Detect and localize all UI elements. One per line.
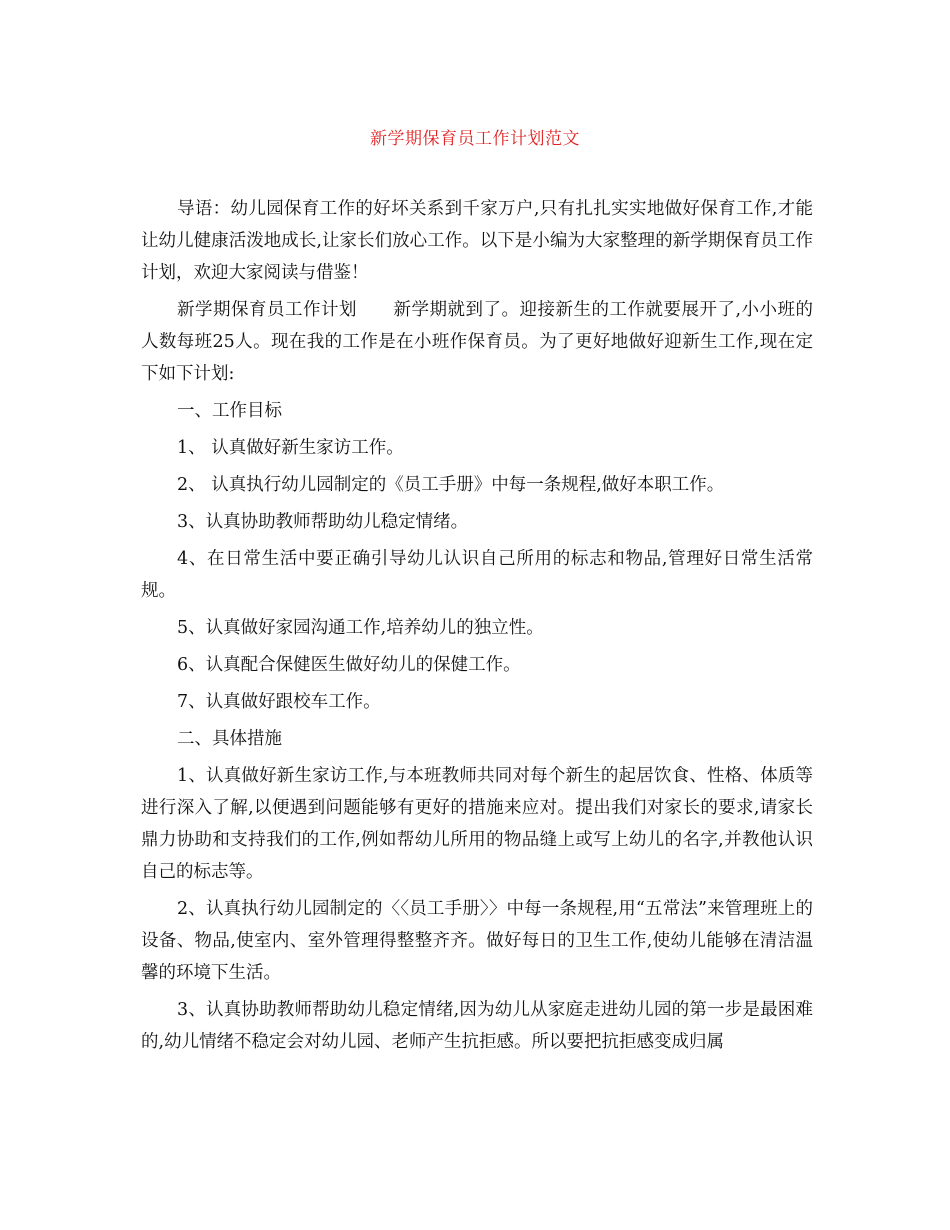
goal-item-4: 4、在日常生活中要正确引导幼儿认识自己所用的标志和物品,管理好日常生活常规。 [141, 549, 813, 601]
document-body [141, 193, 813, 1063]
paragraph-plan [141, 294, 813, 390]
goal-item-5: 5、认真做好家园沟通工作,培养幼儿的独立性。 [177, 618, 544, 638]
goal-item-1: 1、 认真做好新生家访工作。 [177, 438, 404, 458]
section-heading-goals: 一、工作目标 [177, 401, 282, 421]
paragraph-intro: 导语：幼儿园保育工作的好坏关系到千家万户,只有扎扎实实地做好保育工作,才能让幼儿健康活泼地成长,让家长们放心工作。以下是小编为大家整理的新学期保育员工作计划，欢迎大家阅读与借鉴！ [141, 199, 813, 283]
goal-item-7: 7、认真做好跟校车工作。 [177, 692, 381, 712]
goal-item-6: 6、认真配合保健医生做好幼儿的保健工作。 [177, 655, 521, 675]
plan-heading: 新学期保育员工作计划 [177, 300, 357, 320]
goal-item-2: 2、 认真执行幼儿园制定的《员工手册》中每一条规程,做好本职工作。 [177, 475, 725, 495]
measure-item-2: 2、认真执行幼儿园制定的〈〈员工手册〉〉中每一条规程,用“五常法”来管理班上的设备、物品,使室内、室外管理得整整齐齐。做好每日的卫生工作,使幼儿能够在清洁温馨的环境下生活。 [141, 899, 813, 983]
measure-item-3: 3、认真协助教师帮助幼儿稳定情绪,因为幼儿从家庭走进幼儿园的第一步是最困难的,幼儿情绪不稳定会对幼儿园、老师产生抗拒感。所以要把抗拒感变成归属 [141, 1000, 813, 1052]
plan-intro: 新学期就到了。迎接新生的工作就要展开了,小小班的人数每班25人。现在我的工作是在小班作保育员。为了更好地做好迎新生工作,现在定下如下计划: [141, 300, 814, 384]
document-title: 新学期保育员工作计划范文 [370, 129, 580, 149]
measure-item-1: 1、认真做好新生家访工作,与本班教师共同对每个新生的起居饮食、性格、体质等进行深入了解,以便遇到问题能够有更好的措施来应对。提出我们对家长的要求,请家长鼎力协助和支持我们的工作,例如帮幼儿所用的物品缝上或写上幼儿的名字,并教他认识自己的标志等。 [141, 766, 813, 882]
goal-item-3: 3、认真协助教师帮助幼儿稳定情绪。 [177, 512, 469, 532]
section-heading-measures: 二、具体措施 [177, 729, 282, 749]
